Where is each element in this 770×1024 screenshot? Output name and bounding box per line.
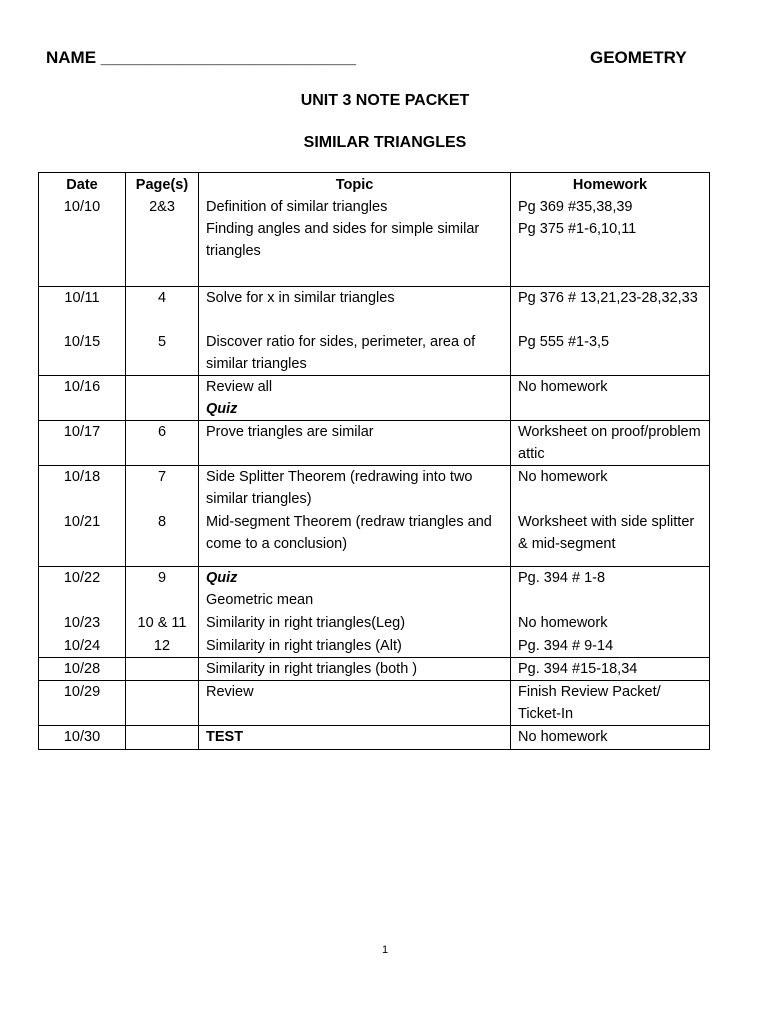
- topic-cell: Similarity in right triangles (Alt): [199, 635, 511, 658]
- homework-line: Pg 369 #35,38,39: [518, 199, 633, 215]
- date-cell: 10/16: [39, 376, 126, 421]
- table-row: [39, 466, 710, 511]
- date-cell: 10/11: [39, 286, 126, 331]
- page-title: SIMILAR TRIANGLES: [303, 134, 467, 151]
- pages-cell: [126, 376, 199, 421]
- topic-cell: Review: [199, 681, 511, 726]
- topic-cell: Prove triangles are similar: [199, 421, 511, 466]
- table-header-row: [39, 173, 710, 197]
- pages-cell: 9: [126, 567, 199, 612]
- topic-cell: [199, 726, 511, 750]
- date-cell: 10/29: [39, 681, 126, 726]
- table-row: [39, 726, 710, 750]
- date-cell: 10/22: [39, 567, 126, 612]
- date-cell: 10/18: [39, 466, 126, 511]
- pages-cell: 6: [126, 421, 199, 466]
- table-row: [39, 658, 710, 681]
- table-row: [39, 511, 710, 567]
- name-field-label: NAME ___________________________: [46, 48, 357, 67]
- homework-cell: Finish Review Packet/ Ticket-In: [511, 681, 710, 726]
- homework-cell: Pg 555 #1-3,5: [511, 331, 710, 376]
- pages-cell: 5: [126, 331, 199, 376]
- pages-cell: [126, 726, 199, 750]
- column-header-topic: Topic: [199, 173, 511, 197]
- table-row: [39, 567, 710, 612]
- table-row: [39, 286, 710, 331]
- homework-cell: No homework: [511, 376, 710, 421]
- table-row: [39, 331, 710, 376]
- test-label: TEST: [206, 729, 244, 745]
- schedule-table: [38, 172, 710, 750]
- table-row: [39, 376, 710, 421]
- date-cell: 10/28: [39, 658, 126, 681]
- homework-cell: Worksheet with side splitter & mid-segment: [511, 511, 710, 567]
- pages-cell: 4: [126, 286, 199, 331]
- topic-cell: Similarity in right triangles(Leg): [199, 612, 511, 635]
- homework-cell: Pg. 394 # 1-8: [511, 567, 710, 612]
- topic-line: Finding angles and sides for simple similar triangles: [206, 221, 480, 259]
- pages-cell: [126, 658, 199, 681]
- table-row: [39, 635, 710, 658]
- date-cell: 10/21: [39, 511, 126, 567]
- quiz-label: Quiz: [206, 570, 238, 586]
- table-row: [39, 681, 710, 726]
- homework-cell: No homework: [511, 466, 710, 511]
- homework-cell: No homework: [511, 726, 710, 750]
- column-header-pages: Page(s): [126, 173, 199, 197]
- subject-label: GEOMETRY: [590, 48, 687, 67]
- date-cell: 10/30: [39, 726, 126, 750]
- topic-line: Geometric mean: [206, 592, 314, 608]
- pages-cell: 10 & 11: [126, 612, 199, 635]
- date-cell: 10/24: [39, 635, 126, 658]
- topic-line: Definition of similar triangles: [206, 199, 388, 215]
- topic-cell: Side Splitter Theorem (redrawing into two similar triangles): [199, 466, 511, 511]
- homework-cell: No homework: [511, 612, 710, 635]
- pages-cell: [126, 681, 199, 726]
- table-row: [39, 421, 710, 466]
- table-row: [39, 612, 710, 635]
- topic-cell: [199, 196, 511, 286]
- table-row: [39, 196, 710, 286]
- topic-cell: [199, 567, 511, 612]
- topic-cell: Mid-segment Theorem (redraw triangles and come to a conclusion): [199, 511, 511, 567]
- quiz-label: Quiz: [206, 401, 238, 417]
- topic-cell: Solve for x in similar triangles: [199, 286, 511, 331]
- homework-cell: Pg. 394 # 9-14: [511, 635, 710, 658]
- homework-cell: Pg 376 # 13,21,23-28,32,33: [511, 286, 710, 331]
- topic-cell: Discover ratio for sides, perimeter, area of similar triangles: [199, 331, 511, 376]
- date-cell: 10/15: [39, 331, 126, 376]
- topic-line: Review all: [206, 379, 273, 395]
- pages-cell: 7: [126, 466, 199, 511]
- date-cell: 10/17: [39, 421, 126, 466]
- homework-line: Pg 375 #1-6,10,11: [518, 221, 637, 237]
- unit-title: UNIT 3 NOTE PACKET: [300, 92, 470, 109]
- column-header-date: Date: [39, 173, 126, 197]
- column-header-homework: Homework: [511, 173, 710, 197]
- pages-cell: 2&3: [126, 196, 199, 286]
- topic-cell: [199, 376, 511, 421]
- date-cell: 10/10: [39, 196, 126, 286]
- date-cell: 10/23: [39, 612, 126, 635]
- page-number: 1: [381, 944, 389, 956]
- pages-cell: 8: [126, 511, 199, 567]
- homework-cell: [511, 196, 710, 286]
- pages-cell: 12: [126, 635, 199, 658]
- topic-cell: Similarity in right triangles (both ): [199, 658, 511, 681]
- homework-cell: Worksheet on proof/problem attic: [511, 421, 710, 466]
- homework-cell: Pg. 394 #15-18,34: [511, 658, 710, 681]
